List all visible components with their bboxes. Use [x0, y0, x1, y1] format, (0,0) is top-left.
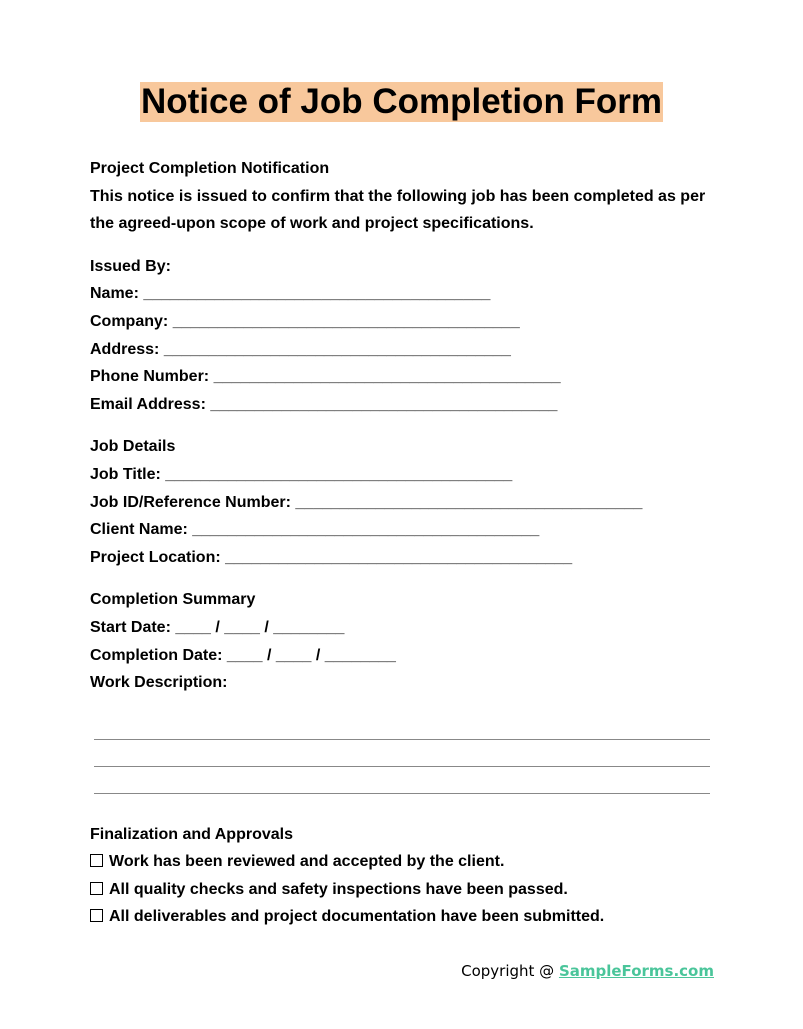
field-label: Job ID/Reference Number: [90, 493, 291, 511]
job-id-field[interactable] [90, 489, 715, 517]
field-label: Completion Date: [90, 646, 223, 664]
description-line[interactable] [94, 740, 710, 767]
issued-name-field[interactable] [90, 280, 715, 308]
description-line[interactable] [94, 767, 710, 794]
field-label: Email Address: [90, 395, 206, 413]
field-blank: _______________________________________ [192, 521, 540, 539]
issued-company-field[interactable] [90, 308, 715, 336]
description-line[interactable] [94, 713, 710, 740]
completion-summary-heading: Completion Summary [90, 591, 256, 609]
job-details-heading: Job Details [90, 438, 176, 456]
field-label: Client Name: [90, 521, 188, 539]
issued-email-field[interactable] [90, 391, 715, 419]
approval-item[interactable] [90, 848, 715, 876]
start-date-field[interactable] [90, 614, 715, 642]
checkbox[interactable] [90, 854, 103, 867]
field-blank: _______________________________________ [210, 395, 558, 413]
form-content [90, 155, 715, 931]
approval-text: Work has been reviewed and accepted by the client. [109, 853, 505, 871]
field-blank: _______________________________________ [225, 548, 573, 566]
issued-phone-field[interactable] [90, 363, 715, 391]
job-title-field[interactable] [90, 461, 715, 489]
copyright-text: Copyright @ [461, 962, 559, 980]
field-label: Job Title: [90, 465, 161, 483]
field-blank: _______________________________________ [163, 340, 511, 358]
client-name-field[interactable] [90, 516, 715, 544]
intro-heading: Project Completion Notification [90, 160, 330, 177]
issued-address-field[interactable] [90, 336, 715, 364]
field-blank: _______________________________________ [165, 465, 513, 483]
approval-item[interactable] [90, 876, 715, 904]
approvals-heading: Finalization and Approvals [90, 825, 293, 843]
approval-text: All quality checks and safety inspections have been passed. [109, 880, 568, 898]
field-blank: _______________________________________ [172, 312, 520, 330]
field-label: Address: [90, 340, 160, 358]
footer-link[interactable]: SampleForms.com [558, 962, 714, 980]
project-location-field[interactable] [90, 544, 715, 572]
work-description-lines[interactable] [94, 713, 710, 794]
checkbox[interactable] [90, 882, 103, 895]
field-blank: ____ / ____ / ________ [226, 646, 396, 664]
checkbox[interactable] [90, 909, 103, 922]
field-blank: _______________________________________ [143, 285, 491, 303]
issued-by-heading: Issued By: [90, 257, 171, 275]
field-label: Company: [90, 312, 169, 330]
field-label: Project Location: [90, 548, 221, 566]
title-wrap [0, 82, 803, 122]
footer [461, 962, 714, 980]
field-label: Name: [90, 285, 139, 303]
field-blank: ____ / ____ / ________ [175, 618, 345, 636]
field-label: Phone Number: [90, 368, 210, 386]
field-blank: _______________________________________ [295, 493, 643, 511]
field-blank: _______________________________________ [213, 368, 561, 386]
approval-text: All deliverables and project documentation have been submitted. [109, 908, 605, 926]
completion-date-field[interactable] [90, 642, 715, 670]
intro-text: This notice is issued to confirm that the following job has been completed as per the agreed-upon scope of work and project specifications. [90, 187, 706, 233]
work-description-label: Work Description: [90, 674, 228, 692]
page-title: Notice of Job Completion Form [140, 82, 663, 121]
approval-item[interactable] [90, 903, 715, 931]
field-label: Start Date: [90, 618, 171, 636]
